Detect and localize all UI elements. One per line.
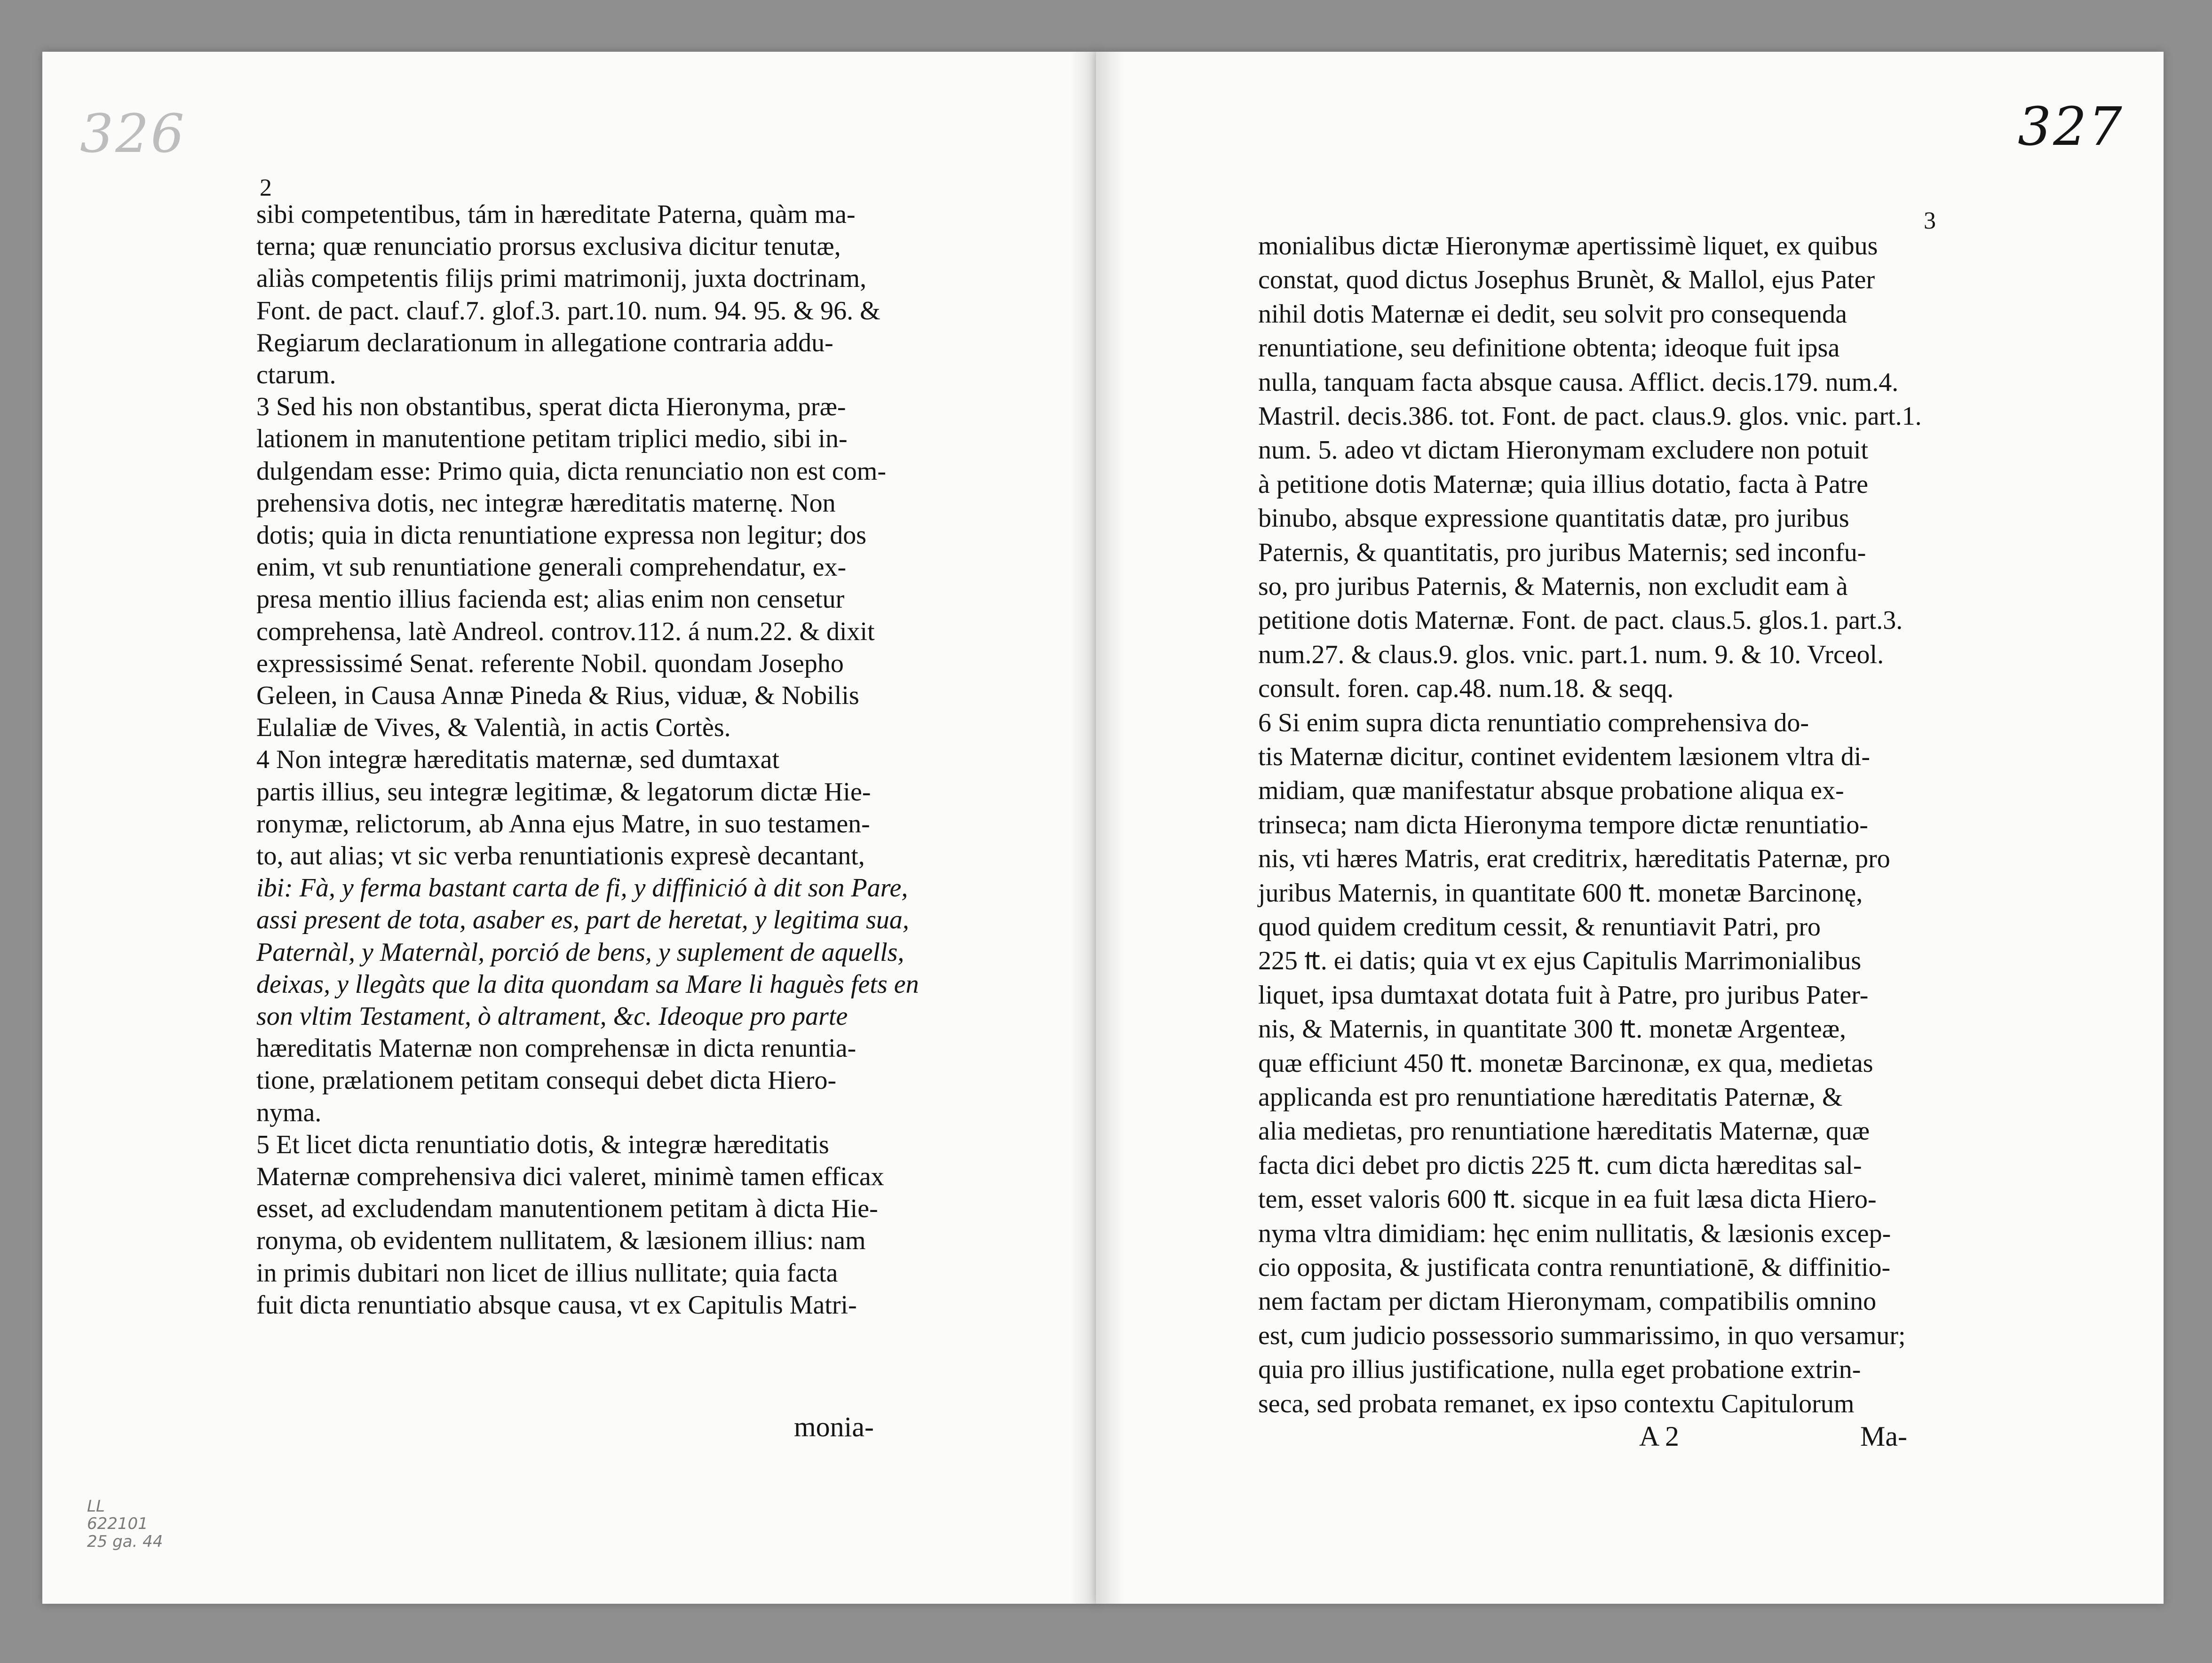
- text-line: aliàs competentis filijs primi matrimonij, juxta doctrinam,: [256, 264, 867, 293]
- right-page: [1096, 52, 2164, 1604]
- text-line: midiam, quæ manifestatur absque probatione aliqua ex-: [1258, 776, 1844, 806]
- archive-pencil-note: LL 622101 25 ga. 44: [87, 1497, 163, 1551]
- text-line: enim, vt sub renuntiatione generali comprehendatur, ex-: [256, 553, 847, 582]
- text-line: dulgendam esse: Primo quia, dicta renunciatio non est com-: [256, 456, 886, 486]
- text-line: son vltim Testament, ò altrament, &c. Ideoque pro parte: [256, 1002, 848, 1031]
- text-line: nis, vti hæres Matris, erat creditrix, hæreditatis Paternæ, pro: [1258, 844, 1890, 874]
- text-line: Maternæ comprehensiva dici valeret, minimè tamen efficax: [256, 1162, 884, 1191]
- text-line: applicanda est pro renuntiatione hæreditatis Paternæ, &: [1258, 1083, 1843, 1112]
- left-page: [42, 52, 1098, 1604]
- handwritten-folio-number: 327: [2018, 96, 2124, 158]
- text-line: alia medietas, pro renuntiatione hæreditatis Maternæ, quæ: [1258, 1117, 1870, 1146]
- text-line: terna; quæ renunciatio prorsus exclusiva dicitur tenutæ,: [256, 232, 841, 261]
- text-line: constat, quod dictus Josephus Brunèt, & Mallol, ejus Pater: [1258, 265, 1875, 295]
- text-line: nyma.: [256, 1098, 322, 1127]
- text-line: est, cum judicio possessorio summarissimo, in quo versamur;: [1258, 1321, 1906, 1350]
- text-line: hæreditatis Maternæ non comprehensæ in dicta renuntia-: [256, 1034, 856, 1063]
- text-line: Geleen, in Causa Annæ Pineda & Rius, viduæ, & Nobilis: [256, 681, 859, 710]
- page-number: 2: [260, 174, 272, 201]
- text-line: num.27. & claus.9. glos. vnic. part.1. num. 9. & 10. Vrceol.: [1258, 640, 1884, 669]
- left-body-text: [256, 201, 971, 1330]
- text-line: sibi competentibus, tám in hæreditate Paterna, quàm ma-: [256, 200, 856, 229]
- signature-mark: A 2: [1639, 1421, 1680, 1452]
- text-line: nem factam per dictam Hieronymam, compatibilis omnino: [1258, 1287, 1877, 1316]
- text-line: lationem in manutentione petitam triplici medio, sibi in-: [256, 424, 848, 454]
- text-line: partis illius, seu integræ legitimæ, & legatorum dictæ Hie-: [256, 777, 871, 807]
- text-line: ronymæ, relictorum, ab Anna ejus Matre, in suo testamen-: [256, 809, 870, 839]
- text-line: so, pro juribus Paternis, & Maternis, non excludit eam à: [1258, 572, 1848, 601]
- text-line: quia pro illius justificatione, nulla eget probatione extrin-: [1258, 1355, 1861, 1385]
- page-number: 3: [1924, 207, 1936, 234]
- text-line: Mastril. decis.386. tot. Font. de pact. claus.9. glos. vnic. part.1.: [1258, 402, 1922, 431]
- gutter-shadow: [1070, 52, 1098, 1604]
- text-line: assi present de tota, asaber es, part de heretat, y legitima sua,: [256, 905, 909, 935]
- text-line: petitione dotis Maternæ. Font. de pact. claus.5. glos.1. part.3.: [1258, 606, 1903, 635]
- text-line: 4 Non integræ hæreditatis maternæ, sed dumtaxat: [256, 745, 780, 775]
- text-line: Regiarum declarationum in allegatione contraria addu-: [256, 328, 833, 357]
- right-body-text: [1258, 231, 2091, 1418]
- text-line: ctarum.: [256, 360, 336, 389]
- handwritten-folio-number: 326: [80, 103, 186, 165]
- text-line: fuit dicta renuntiatio absque causa, vt ex Capitulis Matri-: [256, 1290, 857, 1320]
- text-line: 5 Et licet dicta renuntiatio dotis, & integræ hæreditatis: [256, 1130, 829, 1159]
- text-line: seca, sed probata remanet, ex ipso contextu Capitulorum: [1258, 1389, 1855, 1418]
- text-line: dotis; quia in dicta renuntiatione expressa non legitur; dos: [256, 521, 867, 550]
- text-line: nulla, tanquam facta absque causa. Afflict. decis.179. num.4.: [1258, 367, 1899, 397]
- text-line: ibi: Fà, y ferma bastant carta de fi, y diffinició à dit son Pare,: [256, 873, 908, 903]
- text-line: quod quidem creditum cessit, & renuntiavit Patri, pro: [1258, 912, 1821, 942]
- text-line: monialibus dictæ Hieronymæ apertissimè liquet, ex quibus: [1258, 231, 1878, 261]
- text-line: prehensiva dotis, nec integræ hæreditatis maternę. Non: [256, 488, 836, 518]
- text-line: Eulaliæ de Vives, & Valentià, in actis Cortès.: [256, 713, 731, 743]
- text-line: tione, prælationem petitam consequi debet dicta Hiero-: [256, 1066, 837, 1095]
- text-line: Paternàl, y Maternàl, porció de bens, y suplement de aquells,: [256, 937, 904, 967]
- text-line: nihil dotis Maternæ ei dedit, seu solvit pro consequenda: [1258, 299, 1847, 329]
- text-line: Font. de pact. clauf.7. glof.3. part.10. num. 94. 95. & 96. &: [256, 296, 880, 325]
- text-line: expressissimé Senat. referente Nobil. quondam Josepho: [256, 649, 844, 678]
- text-line: comprehensa, latè Andreol. controv.112. á num.22. & dixit: [256, 617, 875, 646]
- text-line: à petitione dotis Maternæ; quia illius dotatio, facta à Patre: [1258, 469, 1868, 499]
- text-line: deixas, y llegàts que la dita quondam sa Mare li haguès fets en: [256, 969, 919, 999]
- text-line: presa mentio illius facienda est; alias enim non censetur: [256, 585, 845, 614]
- text-line: esset, ad excludendam manutentionem petitam à dicta Hie-: [256, 1194, 878, 1224]
- text-line: 3 Sed his non obstantibus, sperat dicta Hieronyma, præ-: [256, 392, 846, 422]
- catchword: Ma-: [1860, 1421, 1907, 1452]
- text-line: cio opposita, & justificata contra renuntiationē, & diffinitio-: [1258, 1253, 1891, 1282]
- text-line: nyma vltra dimidiam: hęc enim nullitatis, & læsionis excep-: [1258, 1219, 1891, 1248]
- text-line: facta dici debet pro dictis 225 ₶. cum dicta hæreditas sal-: [1258, 1150, 1862, 1180]
- text-line: consult. foren. cap.48. num.18. & seqq.: [1258, 674, 1674, 704]
- text-line: juribus Maternis, in quantitate 600 ₶. monetæ Barcinonę,: [1258, 878, 1863, 908]
- text-line: in primis dubitari non licet de illius nullitate; quia facta: [256, 1258, 838, 1288]
- gutter-shadow: [1096, 52, 1124, 1604]
- text-line: quæ efficiunt 450 ₶. monetæ Barcinonæ, ex qua, medietas: [1258, 1048, 1873, 1078]
- text-line: ronyma, ob evidentem nullitatem, & læsionem illius: nam: [256, 1226, 866, 1256]
- text-line: 6 Si enim supra dicta renuntiatio comprehensiva do-: [1258, 708, 1809, 737]
- text-line: binubo, absque expressione quantitatis datæ, pro juribus: [1258, 504, 1849, 533]
- text-line: liquet, ipsa dumtaxat dotata fuit à Patre, pro juribus Pater-: [1258, 980, 1869, 1010]
- text-line: num. 5. adeo vt dictam Hieronymam excludere non potuit: [1258, 436, 1868, 465]
- text-line: 225 ₶. ei datis; quia vt ex ejus Capitulis Marrimonialibus: [1258, 946, 1862, 976]
- catchword: monia-: [794, 1411, 874, 1442]
- text-line: to, aut alias; vt sic verba renuntiationis expresè decantant,: [256, 841, 865, 871]
- text-line: trinseca; nam dicta Hieronyma tempore dictæ renuntiatio-: [1258, 810, 1868, 839]
- text-line: nis, & Maternis, in quantitate 300 ₶. monetæ Argenteæ,: [1258, 1014, 1847, 1044]
- text-line: tis Maternæ dicitur, continet evidentem læsionem vltra di-: [1258, 742, 1871, 771]
- text-line: tem, esset valoris 600 ₶. sicque in ea fuit læsa dicta Hiero-: [1258, 1185, 1877, 1214]
- text-line: renuntiatione, seu definitione obtenta; ideoque fuit ipsa: [1258, 333, 1840, 363]
- text-line: Paternis, & quantitatis, pro juribus Maternis; sed inconfu-: [1258, 538, 1866, 567]
